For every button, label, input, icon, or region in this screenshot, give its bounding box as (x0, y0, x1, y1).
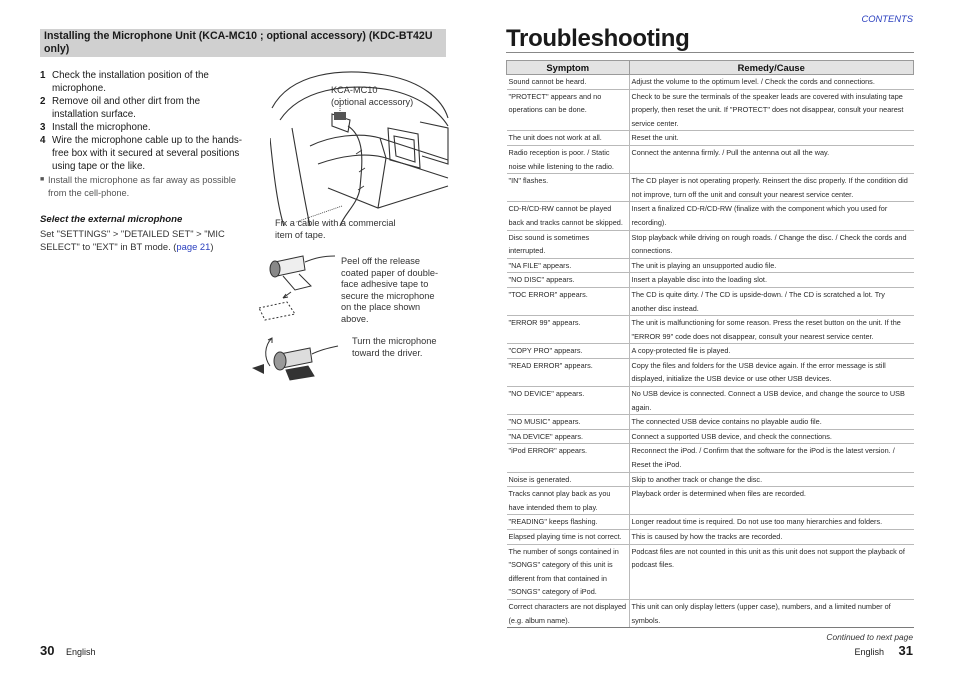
symptom-cell: "IN" flashes. (507, 174, 630, 202)
troubleshooting-table (506, 60, 914, 628)
remedy-cell: Insert a finalized CD-R/CD-RW (finalize with the component which you used for recording). (629, 202, 914, 230)
page-number: 30 (40, 643, 55, 658)
step-number: 4 (40, 135, 46, 146)
symptom-cell: "READ ERROR" appears. (507, 358, 630, 386)
remedy-cell: Stop playback while driving on rough roads. / Change the disc. / Check the cords and connections. (629, 230, 914, 258)
step-item (40, 69, 245, 95)
table-row (507, 472, 914, 487)
symptom-cell: CD-R/CD-RW cannot be played back and tracks cannot be skipped. (507, 202, 630, 230)
symptom-cell: The unit does not work at all. (507, 131, 630, 146)
remedy-cell: Check to be sure the terminals of the speaker leads are covered with insulating tape properly, then reset the unit. If "PROTECT" does not disappear, consult your nearest service center. (629, 89, 914, 131)
table-row (507, 202, 914, 230)
remedy-cell: A copy-protected file is played. (629, 344, 914, 359)
table-row (507, 444, 914, 472)
note-text: Install the microphone as far away as possible from the cell-phone. (48, 175, 236, 198)
table-row (507, 415, 914, 430)
installation-steps (40, 69, 245, 199)
symptom-cell: "TOC ERROR" appears. (507, 287, 630, 315)
step-text: Remove oil and other dirt from the installation surface. (52, 96, 201, 120)
remedy-cell: The CD is quite dirty. / The CD is upside-down. / The CD is scratched a lot. Try another disc instead. (629, 287, 914, 315)
microphone-turn-illustration (250, 332, 340, 384)
turn-mic-caption: Turn the microphone toward the driver. (352, 336, 437, 358)
step-item (40, 121, 245, 134)
remedy-cell: Playback order is determined when files are recorded. (629, 487, 914, 515)
symptom-cell: "NO MUSIC" appears. (507, 415, 630, 430)
remedy-cell: The connected USB device contains no playable audio file. (629, 415, 914, 430)
symptom-cell: "NO DEVICE" appears. (507, 387, 630, 415)
symptom-cell: Sound cannot be heard. (507, 75, 630, 90)
step-number: 2 (40, 96, 46, 107)
remedy-cell: Skip to another track or change the disc. (629, 472, 914, 487)
table-row (507, 530, 914, 545)
symptom-cell: "COPY PRO" appears. (507, 344, 630, 359)
page-title: Troubleshooting (506, 25, 690, 52)
table-row (507, 429, 914, 444)
table-row (507, 89, 914, 131)
step-text: Wire the microphone cable up to the hands-free box with it secured at several positions using tape or the like. (52, 135, 243, 172)
symptom-cell: "PROTECT" appears and no operations can be done. (507, 89, 630, 131)
symptom-cell: "NO DISC" appears. (507, 273, 630, 288)
table-row (507, 273, 914, 288)
step-text: Check the installation position of the microphone. (52, 70, 209, 94)
table-row (507, 387, 914, 415)
remedy-cell: Reconnect the iPod. / Confirm that the software for the iPod is the latest version. / Reset the iPod. (629, 444, 914, 472)
symptom-cell: "ERROR 99" appears. (507, 316, 630, 344)
table-row (507, 145, 914, 173)
microphone-tape-illustration (255, 250, 340, 322)
symptom-cell: Disc sound is sometimes interrupted. (507, 230, 630, 258)
step-item (40, 95, 245, 121)
remedy-cell: The CD player is not operating properly. Reinsert the disc properly. If the condition did not improve, turn off the unit and consult your nearest service center. (629, 174, 914, 202)
symptom-cell: Noise is generated. (507, 472, 630, 487)
step-number: 3 (40, 122, 46, 133)
symptom-cell: Tracks cannot play back as you have intended them to play. (507, 487, 630, 515)
remedy-cell: Insert a playable disc into the loading slot. (629, 273, 914, 288)
table-row (507, 258, 914, 273)
remedy-cell: Connect the antenna firmly. / Pull the antenna out all the way. (629, 145, 914, 173)
remedy-cell: The unit is malfunctioning for some reason. Press the reset button on the unit. If the "ERROR 99" code does not disappear, consult your nearest service center. (629, 316, 914, 344)
page-language: English (854, 647, 884, 657)
table-row (507, 344, 914, 359)
subsection-body: Set "SETTINGS" > "DETAILED SET" > "MIC SELECT" to "EXT" in BT mode. ( (40, 228, 225, 252)
remedy-cell: The unit is playing an unsupported audio file. (629, 258, 914, 273)
step-number: 1 (40, 70, 46, 81)
remedy-cell: Longer readout time is required. Do not use too many hierarchies and folders. (629, 515, 914, 530)
installation-note (40, 174, 245, 199)
title-divider (506, 52, 914, 53)
symptom-cell: "NA FILE" appears. (507, 258, 630, 273)
table-header-row (507, 61, 914, 75)
table-row (507, 174, 914, 202)
remedy-cell: This unit can only display letters (upper case), numbers, and a limited number of symbols. (629, 599, 914, 627)
section-heading: Installing the Microphone Unit (KCA-MC10 ; optional accessory) (KDC-BT42U only) (40, 29, 446, 57)
table-row (507, 316, 914, 344)
subsection-close: ) (210, 241, 214, 252)
table-row (507, 599, 914, 627)
symptom-cell: Elapsed playing time is not correct. (507, 530, 630, 545)
remedy-cell: Connect a supported USB device, and check the connections. (629, 429, 914, 444)
fix-cable-caption: Fix a cable with a commercial item of tape. (275, 218, 396, 240)
table-row (507, 230, 914, 258)
symptom-cell: Radio reception is poor. / Static noise while listening to the radio. (507, 145, 630, 173)
mic-optional: (optional accessory) (331, 96, 414, 107)
column-header-symptom: Symptom (507, 61, 630, 75)
table-body (507, 75, 914, 628)
symptom-cell: The number of songs contained in "SONGS" category of this unit is different from that contained in "SONGS" category of iPod. (507, 544, 630, 599)
table-row (507, 75, 914, 90)
table-row (507, 487, 914, 515)
note-bullet-icon: ■ (40, 176, 45, 183)
remedy-cell: Adjust the volume to the optimum level. / Check the cords and connections. (629, 75, 914, 90)
remedy-cell: No USB device is connected. Connect a USB device, and change the source to USB again. (629, 387, 914, 415)
remedy-cell: Copy the files and folders for the USB device again. If the error message is still displayed, initialize the USB device or use other USB devices. (629, 358, 914, 386)
table-row (507, 131, 914, 146)
contents-link[interactable]: CONTENTS (861, 13, 913, 24)
subsection-text (40, 227, 240, 253)
peel-off-caption: Peel off the release coated paper of double-face adhesive tape to secure the microphone on the place shown above. (341, 256, 439, 324)
column-header-remedy: Remedy/Cause (629, 61, 914, 75)
step-item (40, 134, 245, 173)
symptom-cell: "READING" keeps flashing. (507, 515, 630, 530)
table-row (507, 515, 914, 530)
remedy-cell: Podcast files are not counted in this unit as this unit does not support the playback of podcast files. (629, 544, 914, 599)
table-row (507, 287, 914, 315)
remedy-cell: This is caused by how the tracks are recorded. (629, 530, 914, 545)
mic-model-caption (331, 85, 413, 108)
mic-model: KCA-MC10 (331, 85, 378, 95)
page-language: English (66, 647, 96, 657)
table-row (507, 358, 914, 386)
symptom-cell: Correct characters are not displayed (e.g. album name). (507, 599, 630, 627)
page-number: 31 (898, 643, 913, 658)
page-link[interactable]: page 21 (176, 241, 211, 252)
table-row (507, 544, 914, 599)
symptom-cell: "iPod ERROR" appears. (507, 444, 630, 472)
subsection-title: Select the external microphone (40, 214, 183, 225)
step-text: Install the microphone. (52, 122, 151, 133)
remedy-cell: Reset the unit. (629, 131, 914, 146)
symptom-cell: "NA DEVICE" appears. (507, 429, 630, 444)
continued-note: Continued to next page (826, 632, 913, 642)
